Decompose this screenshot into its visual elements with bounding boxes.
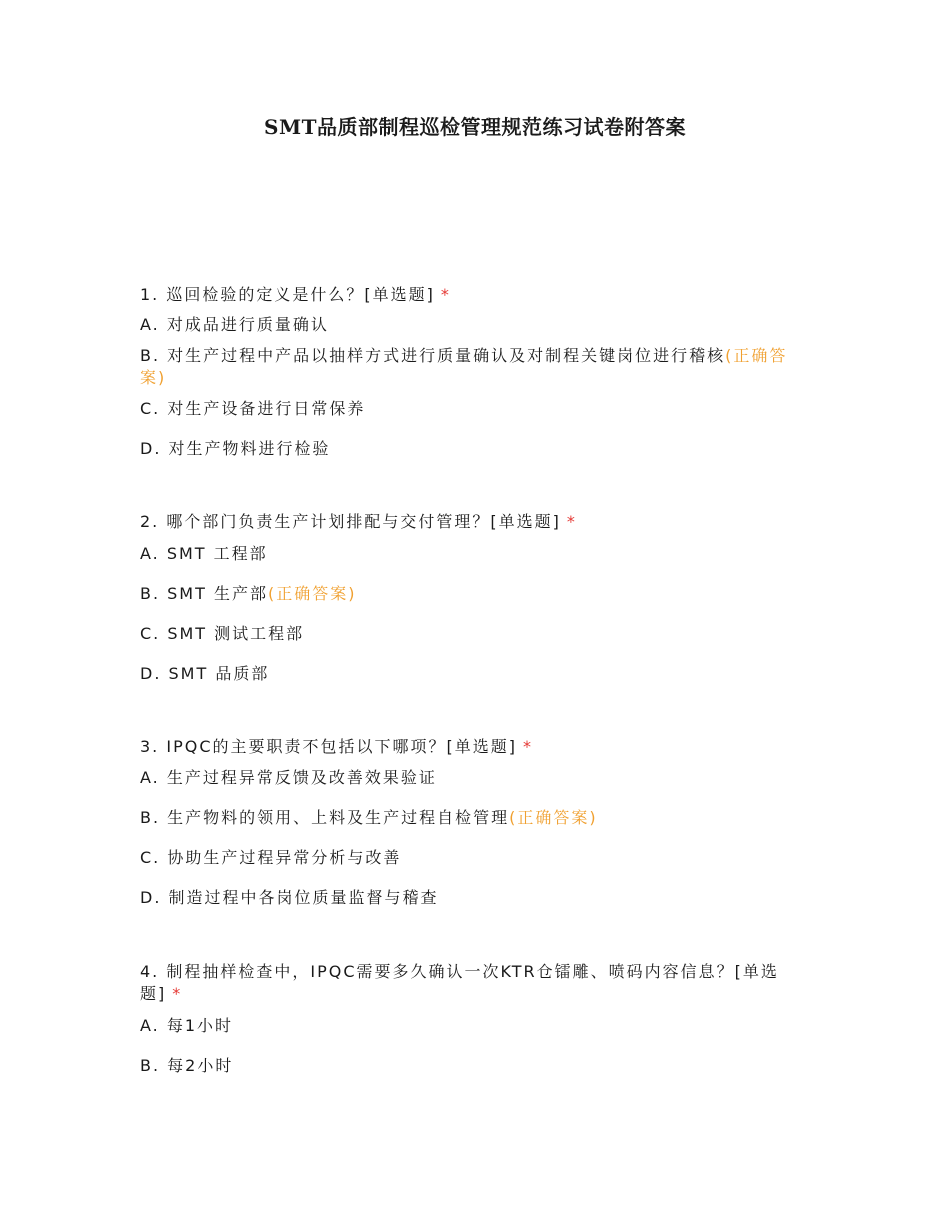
required-marker: * bbox=[440, 285, 451, 304]
correct-answer-marker: (正确答案) bbox=[140, 346, 788, 387]
question-1-option-d: D. 对生产物料进行检验 bbox=[140, 439, 331, 458]
required-marker: * bbox=[172, 984, 183, 1003]
correct-answer-marker: (正确答案) bbox=[509, 808, 598, 827]
correct-answer-marker: (正确答案) bbox=[267, 584, 357, 603]
question-2-text: 2. 哪个部门负责生产计划排配与交付管理？[单选题] * bbox=[140, 512, 577, 531]
question-4-option-b: B. 每2小时 bbox=[140, 1056, 234, 1075]
question-2-option-a: A. SMT 工程部 bbox=[140, 544, 268, 563]
question-1-text: 1. 巡回检验的定义是什么？[单选题] * bbox=[140, 285, 451, 304]
required-marker: * bbox=[566, 512, 577, 531]
question-1-option-b: B. 对生产过程中产品以抽样方式进行质量确认及对制程关键岗位进行稽核(正确答案) bbox=[140, 346, 788, 387]
question-3-text: 3. IPQC的主要职责不包括以下哪项？[单选题] * bbox=[140, 737, 533, 756]
question-4-text: 4. 制程抽样检查中，IPQC需要多久确认一次KTR仓镭雕、喷码内容信息？[单选题] * bbox=[140, 962, 779, 1003]
question-1-option-a: A. 对成品进行质量确认 bbox=[140, 315, 329, 334]
required-marker: * bbox=[522, 737, 533, 756]
question-3-option-b: B. 生产物料的领用、上料及生产过程自检管理(正确答案) bbox=[140, 808, 598, 827]
question-3-option-a: A. 生产过程异常反馈及改善效果验证 bbox=[140, 768, 437, 787]
question-3-option-d: D. 制造过程中各岗位质量监督与稽查 bbox=[140, 888, 439, 907]
question-2-option-b: B. SMT 生产部(正确答案) bbox=[140, 584, 357, 603]
question-2-option-c: C. SMT 测试工程部 bbox=[140, 624, 305, 643]
question-2-option-d: D. SMT 品质部 bbox=[140, 664, 270, 683]
page-title: SMT品质部制程巡检管理规范练习试卷附答案 bbox=[264, 115, 686, 139]
question-4-option-a: A. 每1小时 bbox=[140, 1016, 234, 1035]
question-3-option-c: C. 协助生产过程异常分析与改善 bbox=[140, 848, 402, 867]
question-1-option-c: C. 对生产设备进行日常保养 bbox=[140, 399, 366, 418]
